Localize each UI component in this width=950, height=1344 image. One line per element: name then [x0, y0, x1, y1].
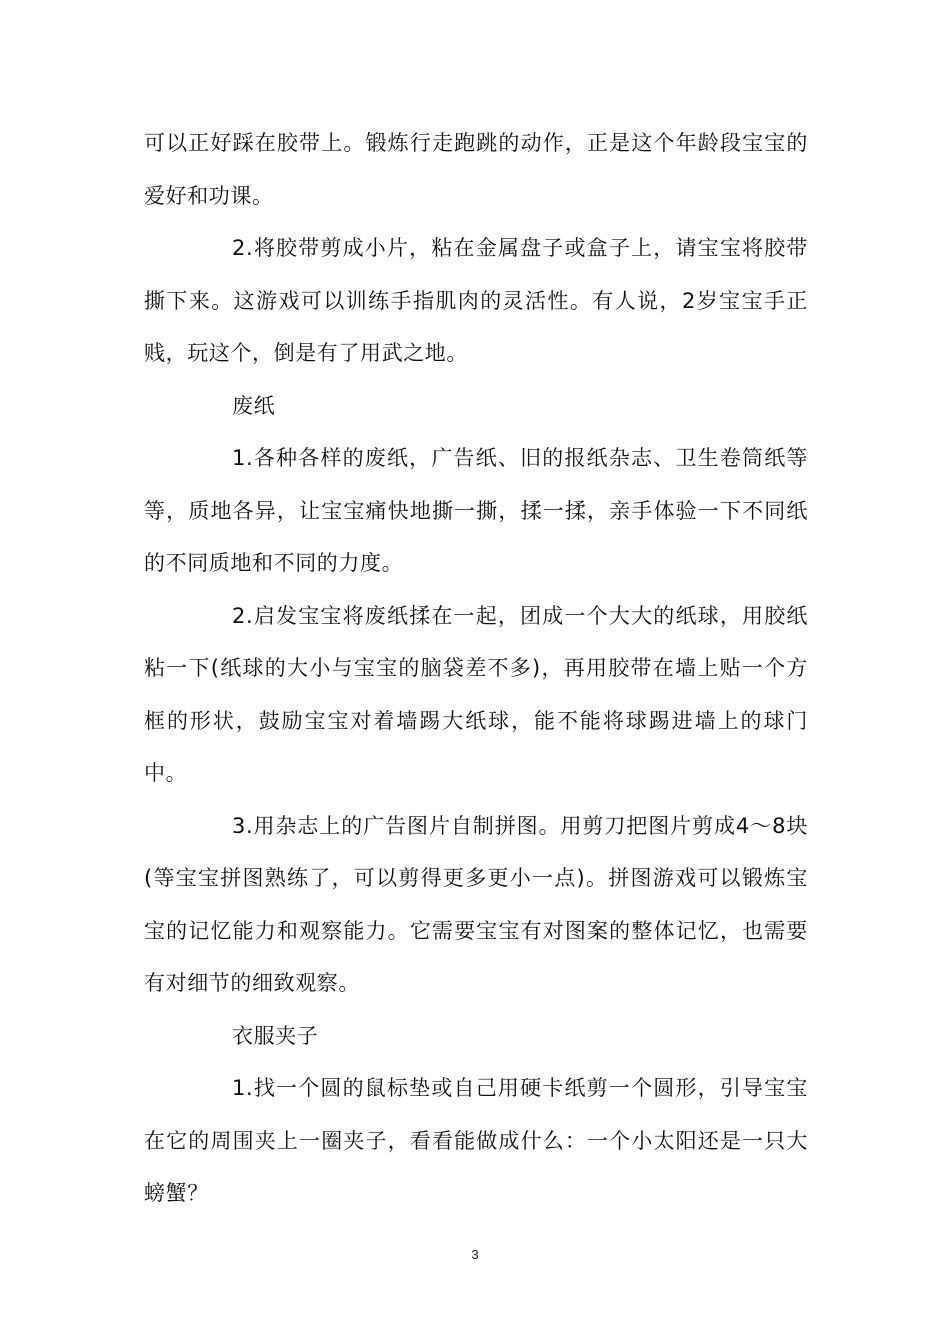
- paragraph-paper-item-3: 3.用杂志上的广告图片自制拼图。用剪刀把图片剪成4～8块(等宝宝拼图熟练了，可以剪得更多更小一点)。拼图游戏可以锻炼宝宝的记忆能力和观察能力。它需要宝宝有对图案的整体记忆，也需要有对细节的细致观察。: [144, 813, 808, 995]
- paragraph-paper-item-1: 1.各种各样的废纸，广告纸、旧的报纸杂志、卫生卷筒纸等等，质地各异，让宝宝痛快地撕一撕，揉一揉，亲手体验一下不同纸的不同质地和不同的力度。: [144, 446, 808, 575]
- paragraph-tape-item-2: 2.将胶带剪成小片，粘在金属盘子或盒子上，请宝宝将胶带撕下来。这游戏可以训练手指肌肉的灵活性。有人说，2岁宝宝手正贱，玩这个，倒是有了用武之地。: [144, 236, 808, 365]
- document-body: [144, 117, 808, 1220]
- section-heading-clothes-pins: 衣服夹子: [232, 1023, 319, 1048]
- paragraph-paper-item-2: 2.启发宝宝将废纸揉在一起，团成一个大大的纸球，用胶纸粘一下(纸球的大小与宝宝的脑袋差不多)，再用胶带在墙上贴一个方框的形状，鼓励宝宝对着墙踢大纸球，能不能将球踢进墙上的球门中。: [144, 603, 808, 785]
- paragraph-pins-item-1: 1.找一个圆的鼠标垫或自己用硬卡纸剪一个圆形，引导宝宝在它的周围夹上一圈夹子，看看能做成什么：一个小太阳还是一只大螃蟹？: [144, 1076, 808, 1205]
- page-number: 3: [471, 1247, 479, 1262]
- paragraph-continuation: 可以正好踩在胶带上。锻炼行走跑跳的动作，正是这个年龄段宝宝的爱好和功课。: [144, 131, 808, 208]
- section-heading-waste-paper: 废纸: [232, 393, 276, 418]
